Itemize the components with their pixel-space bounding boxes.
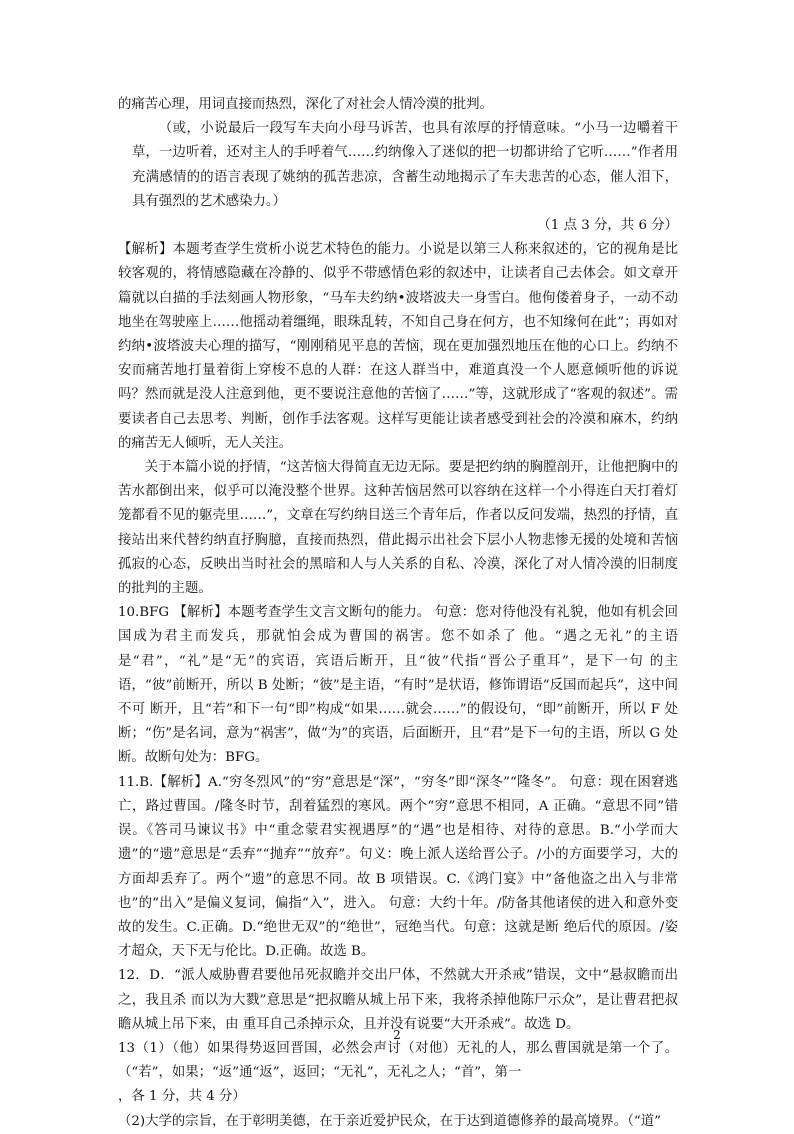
score-note: （1 点 3 分，共 6 分） <box>537 218 678 234</box>
paragraph-q10: 10.BFG 【解析】本题考查学生文言文断句的能力。 句意：您对待他没有礼貌，他如有机会回国成为君主而发兵，那就怕会成为曹国的祸害。您不如杀了 他。“遇之无礼”的主语是“君”，“礼”是“无”的宾语，宾语后断开，且“彼”代指“晋公子重耳”，是下一句 的主语，“彼”前断开，所以 B 处断；“彼”是主语，“有时”是状语，修饰谓语“反国而起兵”，这中间不可 断开，且“若”和下一句“即”构成“如果……就会……”的假设句，“即”前断开，所以 F 处断；“伤”是名词，意为“祸害”，做“为”的宾语，后面断开，且“君”是下一句的主语，所以 G 处断。故断句处为：BFG。 <box>118 605 678 766</box>
answer-text-body <box>118 93 678 1134</box>
paragraph-q13-1-score: ，各 1 分，共 4 分） <box>118 1089 246 1105</box>
paragraph-q11: 11.B.【解析】A.“穷冬烈风”的“穷”意思是“深”，“穷冬”即“深冬”“隆冬”。 句意：现在困窘逃亡，路过曹国。/隆冬时节，刮着猛烈的寒风。两个“穷”意思不相同，A 正确。“意思不同”错误。《答司马谏议书》中“重念蒙君实视遇厚”的“遇”也是相待、对待的意思。B.“小学而大遗”的“遗”意思是“丢弃”“抛弃”“放弃”。句义：晚上派人送给晋公子。/小的方面要学习，大的方面却丢弃了。两个“遗”的意思不同。故 B 项错误。C.《鸿门宴》中“备他盗之出入与非常也”的“出入”是偏义复词，偏指“入”，进入。 句意：大约十年。/防备其他诸侯的进入和意外变故的发生。C.正确。D.“绝世无双”的“绝世”，冠绝当代。句意：这就是断 绝后代的原因。/姿才超众，天下无与伦比。D.正确。故选 B。 <box>118 774 678 960</box>
paragraph-alternative-answer: （或，小说最后一段写车夫向小母马诉苦，也具有浓厚的抒情意味。“小马一边嚼着干草，一边听着，还对主人的手呼着气……约纳像入了迷似的把一切都讲给了它听……”作者用充满感情的的语言表现了姚纳的孤苦悲凉，含蓄生动地揭示了车夫悲苦的心态，催人泪下，具有强烈的艺术感染力。） <box>132 121 678 209</box>
page-number: 2 <box>393 1028 401 1042</box>
paragraph-lyricism: 关于本篇小说的抒情，“这苦恼大得简直无边无际。要是把约纳的胸膛剖开，让他把胸中的苦水都倒出来，似乎可以淹没整个世界。这种苦恼居然可以容纳在这样一个小得连白天打着灯笼都看不见的躯壳里……”，文章在写约纳目送三个青年后，作者以反问发端，热烈的抒情，直接站出来代替约纳直抒胸臆，直接而热烈，借此揭示出社会下层小人物悲惨无援的处境和苦恼孤寂的心态，反映出当时社会的黑暗和人与人关系的自私、冷漠，深化了对人情冷漠的旧制度的批判的主题。 <box>118 460 678 597</box>
paragraph-analysis: 【解析】本题考查学生赏析小说艺术特色的能力。小说是以第三人称来叙述的，它的视角是比较客观的，将情感隐藏在冷静的、似乎不带感情色彩的叙述中，让读者自己去体会。如文章开篇就以白描的手法刻画人物形象，“马车夫约纳•波塔波夫一身雪白。他佝偻着身子，一动不动地坐在驾驶座上……他摇动着缰绳，眼珠乱转，不知自己身在何方，也不知缘何在此”；再如对约纳•波塔波夫心理的描写，“刚刚稍见平息的苦恼，现在更加强烈地压在他的心口上。约纳不安而痛苦地打量着街上穿梭不息的人群：在这人群当中，难道真没一个人愿意倾听他的诉说吗？然而就是没人注意到他，更不要说注意他的苦恼了……”等，这就形成了“客观的叙述”。需要读者自己去思考、判断，创作手法客观。这样写更能让读者感受到社会的冷漠和麻木，约纳的痛苦无人倾听，无人关注。 <box>118 242 678 451</box>
paragraph-continuation: 的痛苦心理，用词直接而热烈，深化了对社会人情冷漠的批判。 <box>118 97 493 112</box>
paragraph-q12: 12．D．“派人威胁曹君要他吊死叔瞻并交出尸体，不然就大开杀戒”错误，文中“悬叔瞻而出之，我且杀 而以为大戮”意思是“把叔瞻从城上吊下来，我将杀掉他陈尸示众”，是让曹君把叔瞻从城上吊下来，由 重耳自己杀掉示众，且并没有说要“大开杀戒”。故选 D。 <box>118 968 678 1032</box>
paragraph-q13-1: 13（1）（他）如果得势返回晋国，必然会声讨（对他）无礼的人，那么曹国就是第一个了。（“若”，如果；“返”通“返”，返回；“无礼”，无礼之人；“首”，第一 <box>118 1040 678 1081</box>
paragraph-q13-2: （2)大学的宗旨，在于彰明美德，在于亲近爱护民众，在于达到道德修养的最高境界。（“道” <box>118 1113 661 1129</box>
